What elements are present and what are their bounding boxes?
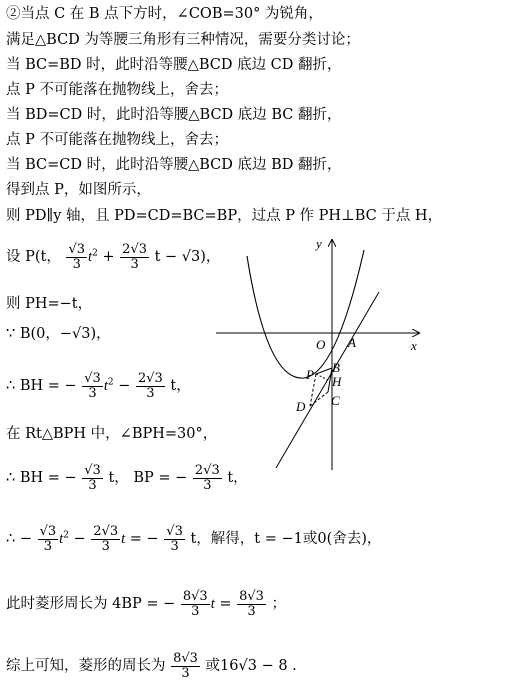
text-line-2: 满足△BCD 为等腰三角形有三种情况，需要分类讨论； — [6, 32, 360, 48]
frac: $\frac{8√3}{3}$ — [239, 589, 264, 619]
text-line-9: 则 PD∥y 轴，且 PD=CD=BC=BP，过点 P 作 PH⊥BC 于点 H， — [6, 208, 443, 224]
frac: $\frac{8√3}{3}$ — [182, 589, 208, 619]
eq-final-prefix: 综上可知，菱形的周长为 — [6, 658, 166, 675]
eq-bh-1: ∴ BH = − $\frac{√3}{3}$ $t^2$ − $\frac{2√3}{3}$ t， — [6, 371, 191, 401]
text-line-3: 当 BC=BD 时，此时沿等腰△BCD 底边 CD 翻折， — [6, 57, 342, 73]
frac: $\frac{√3}{3}$ — [39, 524, 57, 554]
frac: $\frac{2√3}{3}$ — [93, 524, 119, 554]
label-p: P — [306, 367, 314, 382]
frac: $\frac{8√3}{3}$ — [173, 651, 198, 681]
text-line-4: 点 P 不可能落在抛物线上，舍去； — [6, 82, 228, 98]
eq-p-end: t − √3)， — [154, 249, 221, 266]
geometry-figure — [214, 234, 434, 474]
label-d: D — [296, 399, 306, 414]
eq-bh-2 — [6, 464, 248, 492]
eq-bh1-prefix: ∴ BH = − — [6, 378, 77, 395]
frac: $\frac{2√3}{3}$ — [122, 242, 147, 272]
label-x: x — [411, 338, 417, 353]
text-line-6: 点 P 不可能落在抛物线上，舍去； — [6, 132, 228, 148]
label-origin: O — [316, 337, 326, 352]
eq-bh1-end: t， — [170, 378, 191, 395]
text-line-7: 当 BC=CD 时，此时沿等腰△BCD 底边 BD 翻折， — [6, 157, 342, 173]
text-line-1: ②当点 C 在 B 点下方时，∠COB=30° 为锐角， — [6, 6, 323, 22]
eq-solve-prefix: ∴ − — [6, 531, 32, 548]
eq-point-p: 设 P(t， $\frac{√3}{3}$ $t^2$ + $\frac{2√3}{3}$ t − √3)， — [6, 242, 221, 272]
eq-solve: ∴ − $\frac{√3}{3}$ $t^2$ − $\frac{2√3}{3}$ t = − $\frac{√3}{3}$ t，解得，t = −1或0(舍去)， — [6, 524, 382, 554]
eq-final-end: 或16√3 − 8 . — [205, 658, 297, 675]
eq-point-b: ∵ B(0，−√3)， — [6, 326, 111, 342]
frac: $\frac{2√3}{3}$ — [194, 463, 220, 493]
eq-final — [6, 652, 297, 680]
eq-bp-end: t， — [227, 470, 248, 487]
label-h: H — [332, 374, 342, 389]
label-b: B — [332, 360, 340, 375]
eq-perimeter: 此时菱形周长为 4BP = − $\frac{8√3}{3}$ t = $\frac{8√3}{3}$ ； — [6, 589, 287, 619]
segment-pb — [316, 368, 332, 374]
frac: $\frac{√3}{3}$ — [68, 242, 86, 272]
label-a: A — [348, 335, 356, 350]
eq-bh2-prefix: ∴ BH = − — [6, 470, 77, 487]
text-line-11: 在 Rt△BPH 中，∠BPH=30°， — [6, 426, 218, 442]
eq-p-prefix: 设 P(t， — [6, 249, 61, 266]
eq-perim-end: ； — [271, 596, 287, 613]
eq-bp-prefix: t， BP = − — [108, 470, 188, 487]
frac: $\frac{2√3}{3}$ — [137, 371, 163, 401]
text-line-8: 得到点 P，如图所示， — [6, 182, 151, 198]
parabola-curve — [247, 250, 364, 378]
label-c: C — [331, 393, 340, 408]
frac: $\frac{√3}{3}$ — [84, 463, 101, 493]
frac: $\frac{√3}{3}$ — [166, 524, 183, 554]
label-y: y — [316, 236, 322, 251]
segment-ph — [316, 374, 328, 380]
text-line-5: 当 BD=CD 时，此时沿等腰△BCD 底边 BC 翻折， — [6, 107, 342, 123]
frac: $\frac{√3}{3}$ — [84, 371, 101, 401]
eq-solve-end: t，解得，t = −1或0(舍去)， — [190, 531, 382, 548]
eq-perim-prefix: 此时菱形周长为 4BP = − — [6, 596, 176, 613]
text-line-10: 则 PH=−t， — [6, 296, 93, 312]
